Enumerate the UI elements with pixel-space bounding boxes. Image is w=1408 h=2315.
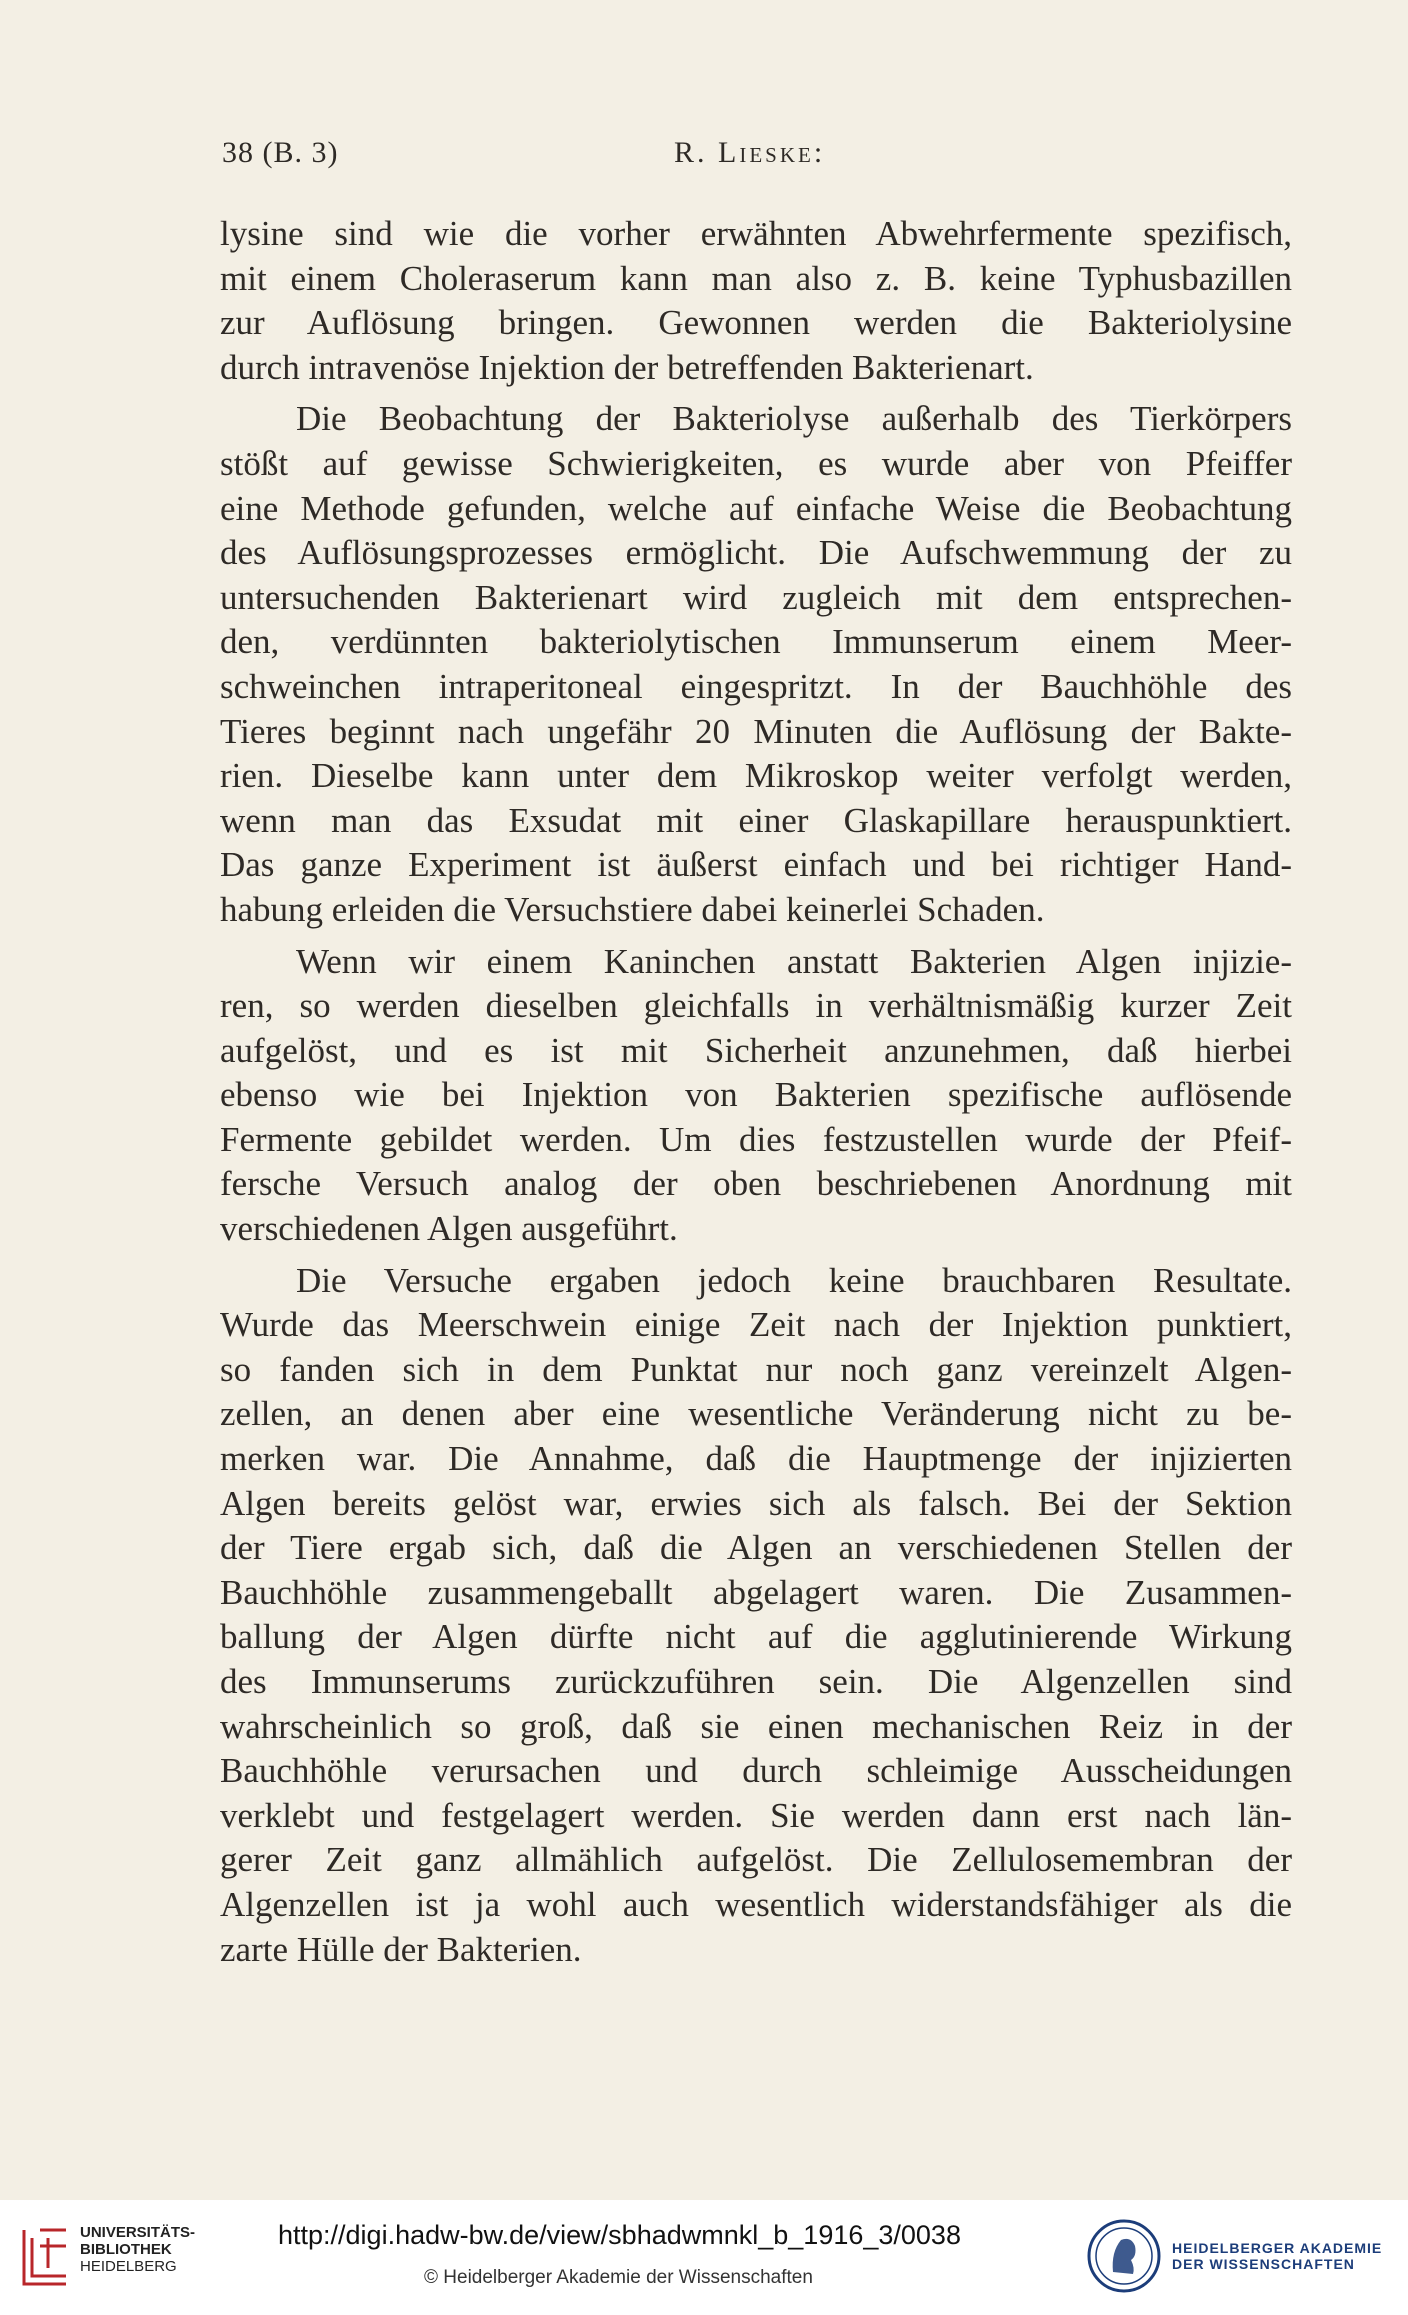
library-name-line: BIBLIOTHEK (80, 2241, 172, 2258)
text-line: den, verdünnten bakteriolytischen Immunserum einem Meer- (220, 622, 1292, 662)
text-line: zarte Hülle der Bakterien. (220, 1929, 582, 1969)
text-line: eine Methode gefunden, welche auf einfache Weise die Beobachtung (220, 488, 1292, 528)
library-name-line: HEIDELBERG (80, 2258, 177, 2275)
body-text (220, 212, 1292, 1979)
text-line: rien. Dieselbe kann unter dem Mikroskop weiter verfolgt werden, (220, 756, 1292, 796)
text-line: stößt auf gewisse Schwierigkeiten, es wurde aber von Pfeiffer (220, 443, 1292, 483)
university-library-logo-icon (14, 2222, 76, 2292)
paragraph (220, 212, 1292, 390)
text-line: Das ganze Experiment ist äußerst einfach und bei richtiger Hand- (220, 845, 1292, 885)
paragraph (220, 1259, 1292, 1973)
page-number: 38 (B. 3) (222, 136, 339, 169)
academy-seal-icon (1085, 2216, 1163, 2296)
academy-name-line: HEIDELBERGER AKADEMIE (1172, 2240, 1383, 2256)
text-line: der Tiere ergab sich, daß die Algen an verschiedenen Stellen der (220, 1528, 1292, 1568)
text-line: des Immunserums zurückzuführen sein. Die Algenzellen sind (220, 1662, 1292, 1701)
text-line: fersche Versuch analog der oben beschriebenen Anordnung mit (220, 1164, 1292, 1204)
text-line: verklebt und festgelagert werden. Sie werden dann erst nach län- (220, 1795, 1292, 1835)
text-line: Bauchhöhle verursachen und durch schleimige Ausscheidungen (220, 1751, 1292, 1791)
text-line: Die Versuche ergaben jedoch keine brauchbaren Resultate. (296, 1260, 1292, 1300)
library-name-line: UNIVERSITÄTS- (80, 2224, 196, 2241)
text-line: des Auflösungsprozesses ermöglicht. Die Aufschwemmung der zu (220, 533, 1292, 573)
text-line: Fermente gebildet werden. Um dies festzustellen wurde der Pfeif- (220, 1119, 1292, 1159)
text-line: aufgelöst, und es ist mit Sicherheit anzunehmen, daß hierbei (220, 1030, 1292, 1070)
text-line: wenn man das Exsudat mit einer Glaskapillare herauspunktiert. (220, 800, 1292, 840)
text-line: Algen bereits gelöst war, erwies sich als falsch. Bei der Sektion (220, 1483, 1292, 1523)
text-line: so fanden sich in dem Punktat nur noch ganz vereinzelt Algen- (220, 1349, 1292, 1389)
running-head-author: R. Lieske: (674, 136, 826, 169)
copyright-notice: © Heidelberger Akademie der Wissenschaften (424, 2267, 813, 2288)
university-library-name (80, 2224, 195, 2275)
text-line: habung erleiden die Versuchstiere dabei keinerlei Schaden. (220, 889, 1045, 929)
text-line: zur Auflösung bringen. Gewonnen werden die Bakteriolysine (220, 303, 1292, 343)
text-line: verschiedenen Algen ausgeführt. (220, 1209, 678, 1249)
academy-name (1172, 2240, 1382, 2272)
running-header (222, 136, 1292, 180)
viewer-footer (0, 2200, 1408, 2315)
text-line: ebenso wie bei Injektion von Bakterien spezifische auflösende (220, 1075, 1292, 1115)
text-line: Wurde das Meerschwein einige Zeit nach der Injektion punktiert, (220, 1305, 1292, 1345)
text-line: Bauchhöhle zusammengeballt abgelagert waren. Die Zusammen- (220, 1572, 1292, 1612)
text-line: durch intravenöse Injektion der betreffenden Bakterienart. (220, 347, 1034, 387)
permalink-url[interactable]: http://digi.hadw-bw.de/view/sbhadwmnkl_b_1916_3/0038 (278, 2220, 961, 2250)
academy-name-line: DER WISSENSCHAFTEN (1172, 2256, 1355, 2272)
text-line: Tieres beginnt nach ungefähr 20 Minuten die Auflösung der Bakte- (220, 711, 1292, 751)
text-line: Die Beobachtung der Bakteriolyse außerhalb des Tierkörpers (296, 399, 1292, 439)
text-line: ren, so werden dieselben gleichfalls in verhältnismäßig kurzer Zeit (220, 986, 1292, 1026)
text-line: zellen, an denen aber eine wesentliche Veränderung nicht zu be- (220, 1394, 1292, 1434)
text-line: gerer Zeit ganz allmählich aufgelöst. Die Zellulosemembran der (220, 1840, 1292, 1880)
text-line: wahrscheinlich so groß, daß sie einen mechanischen Reiz in der (220, 1706, 1292, 1746)
text-line: lysine sind wie die vorher erwähnten Abwehrfermente spezifisch, (220, 214, 1292, 253)
text-line: merken war. Die Annahme, daß die Hauptmenge der injizierten (220, 1439, 1292, 1479)
text-line: ballung der Algen dürfte nicht auf die agglutinierende Wirkung (220, 1617, 1292, 1657)
text-line: schweinchen intraperitoneal eingespritzt. In der Bauchhöhle des (220, 666, 1292, 706)
text-line: Wenn wir einem Kaninchen anstatt Bakterien Algen injizie- (296, 941, 1292, 981)
text-line: Algenzellen ist ja wohl auch wesentlich widerstandsfähiger als die (220, 1884, 1292, 1924)
text-line: untersuchenden Bakterienart wird zugleich mit dem entsprechen- (220, 577, 1292, 617)
paragraph (220, 397, 1292, 932)
paragraph (220, 940, 1292, 1252)
text-line: mit einem Choleraserum kann man also z. B. keine Typhusbazillen (220, 258, 1292, 298)
